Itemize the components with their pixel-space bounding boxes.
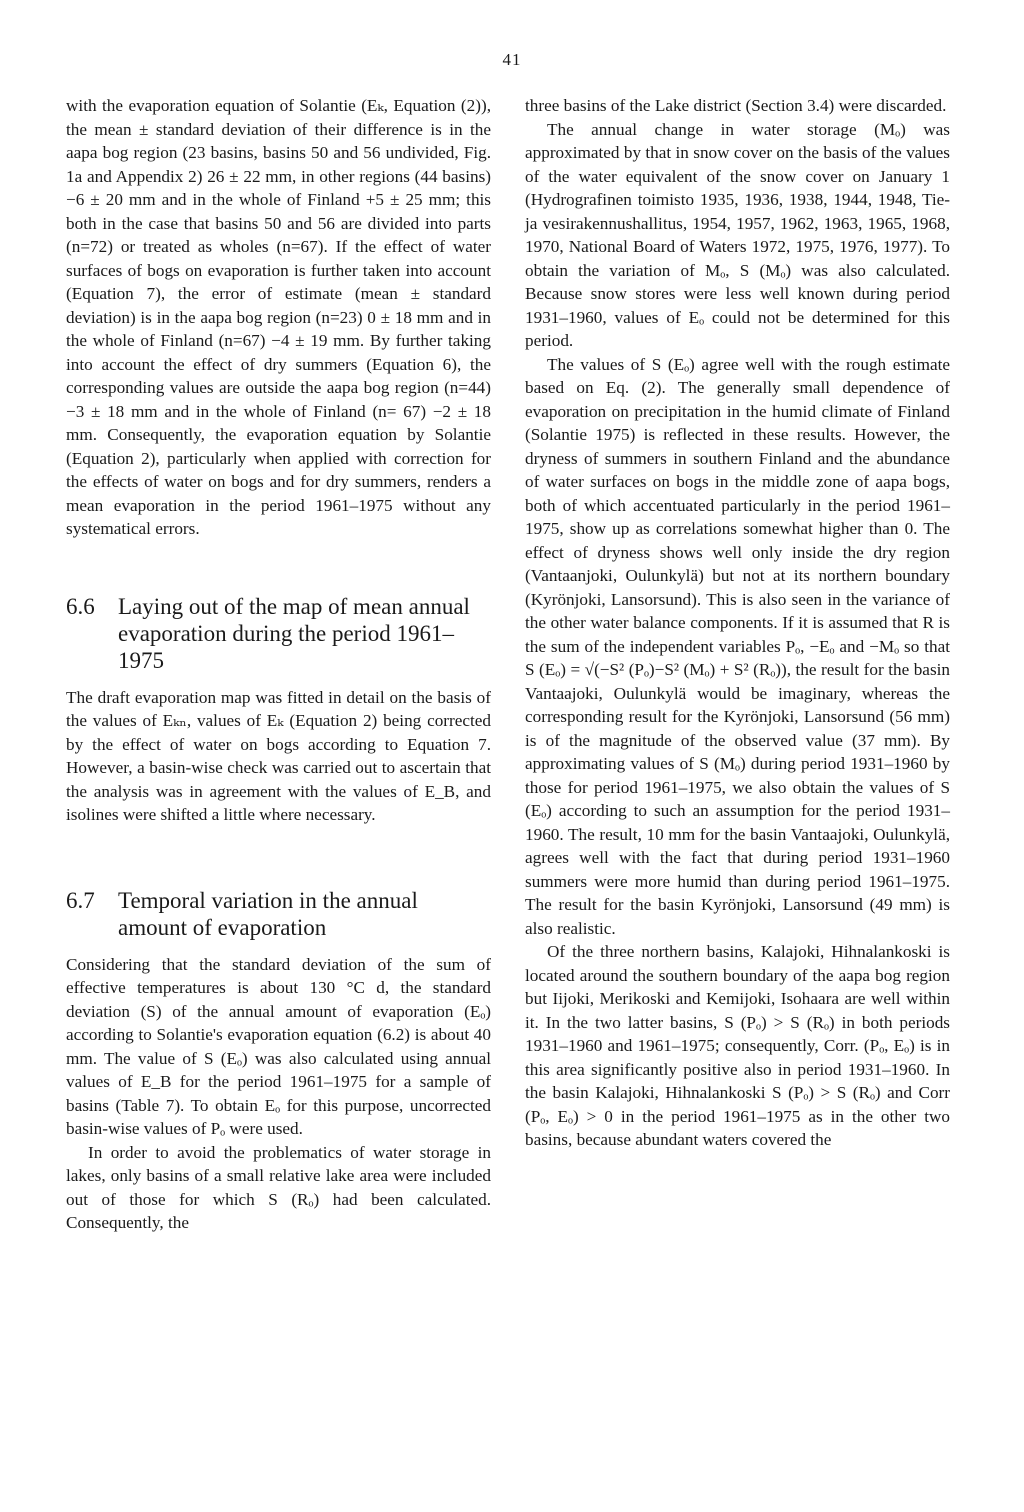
paragraph: The values of S (Eₒ) agree well with the rough estimate based on Eq. (2). The generally small dependence of evaporation on precipitation in the humid climate of Finland (Solantie 1975) is reflected in these results. However, the dryness of summers in southern Finland and the abundance of water surfaces on bogs in the middle zone of aapa bogs, both of which accentuated particularly in the period 1961–1975, show up as correlations somewhat higher than 0. The effect of dryness shows well only inside the dry region (Vantaanjoki, Oulunkylä) but not at its northern boundary (Kyrönjoki, Lansorsund). This is also seen in the variance of the other water balance components. If it is assumed that R is the sum of the independent variables Pₒ, −Eₒ and −Mₒ so that S (Eₒ) = √(−S² (Pₒ)−S² (Mₒ) + S² (Rₒ)), the result for the basin Vantaajoki, Oulunkylä would be imaginary, whereas the corresponding result for the Kyrönjoki, Lansorsund (56 mm) is of the magnitude of the observed value (37 mm). By approximating values of S (Mₒ) during period 1931–1960 by those for period 1961–1975, we also obtain the values of S (Eₒ) according to such an assumption for the period 1931–1960. The result, 10 mm for the basin Vantaajoki, Oulunkylä, agrees well with the fact that during period 1931–1960 summers were more humid than during period 1961–1975. The result for the basin Kyrönjoki, Lansorsund (49 mm) is also realistic. xyxy=(525,354,950,938)
paragraph: The draft evaporation map was fitted in detail on the basis of the values of Eₖₙ, values of Eₖ (Equation 2) being corrected by the effect of water on bogs according to Equation 7. However, a basin-wise check was carried out to ascertain that the analysis was in agreement with the values of E_B, and isolines were shifted a little where necessary. xyxy=(66,687,491,824)
section-title: Laying out of the map of mean annual evaporation during the period 1961–1975 xyxy=(118,593,470,673)
paragraph: In order to avoid the problematics of water storage in lakes, only basins of a small relative lake area were included out of those for which S (Rₒ) had been calculated. Consequently, the xyxy=(66,1142,491,1232)
paragraph: Of the three northern basins, Kalajoki, Hihnalankoski is located around the southern boundary of the aapa bog region but Iijoki, Merikoski and Kemijoki, Isohaara are well within it. In the two latter basins, S (Pₒ) > S (Rₒ) in both periods 1931–1960 and 1961–1975; consequently, Corr. (Pₒ, Eₒ) is in this area significantly positive also in period 1931–1960. In the basin Kalajoki, Hihnalankoski S (Pₒ) > S (Rₒ) and Corr (Pₒ, Eₒ) > 0 in the period 1961–1975 as in the other two basins, because abundant waters covered the xyxy=(525,942,950,1149)
left-column xyxy=(66,94,491,1235)
section-number: 6.6 xyxy=(66,593,95,619)
right-column xyxy=(525,94,950,1152)
section-title: Temporal variation in the annual amount of evaporation xyxy=(118,887,418,940)
paragraph: The annual change in water storage (Mₒ) was approximated by that in snow cover on the basis of the values of the water equivalent of the snow cover on January 1 (Hydrografinen toimisto 1935, 1936, 1938, 1944, 1948, Tie- ja vesirakennushallitus, 1954, 1957, 1962, 1963, 1965, 1968, 1970, National Board of Waters 1972, 1975, 1976, 1977). To obtain the variation of Mₒ, S (Mₒ) was also calculated. Because snow stores were less well known during period 1931–1960, values of Eₒ could not be determined for this period. xyxy=(525,119,950,350)
page-number: 41 xyxy=(502,50,522,69)
paragraph: three basins of the Lake district (Section 3.4) were discarded. xyxy=(525,96,947,115)
section-heading xyxy=(66,593,491,674)
paragraph: with the evaporation equation of Solantie (Eₖ, Equation (2)), the mean ± standard deviation of their difference is in the aapa bog region (23 basins, basins 50 and 56 undivided, Fig. 1a and Appendix 2) 26 ± 22 mm, in other regions (44 basins) −6 ± 20 mm and in the whole of Finland +5 ± 25 mm; this both in the case that basins 50 and 56 are divided into parts (n=72) or treated as wholes (n=67). If the effect of water surfaces of bogs on evaporation is further taken into account (Equation 7), the error of estimate (mean ± standard deviation) is in the aapa bog region (n=23) 0 ± 18 mm and in the whole of Finland (n=67) −4 ± 19 mm. By further taking into account the effect of dry summers (Equation 6), the corresponding values are outside the aapa bog region (n=44) −3 ± 18 mm and in the whole of Finland (n= 67) −2 ± 18 mm. Consequently, the evaporation equation by Solantie (Equation 2), particularly when applied with correction for the effects of water on bogs and for dry summers, renders a mean evaporation in the period 1961–1975 without any systematical errors. xyxy=(66,96,491,538)
section-heading xyxy=(66,887,491,941)
paragraph: Considering that the standard deviation of the sum of effective temperatures is about 130 °C d, the standard deviation (S) of the annual amount of evaporation (Eₒ) according to Solantie's evaporation equation (6.2) is about 40 mm. The value of S (Eₒ) was also calculated using annual values of E_B for the period 1961–1975 for a sample of basins (Table 7). To obtain Eₒ for this purpose, uncorrected basin-wise values of Pₒ were used. xyxy=(66,954,491,1138)
section-number: 6.7 xyxy=(66,887,95,913)
